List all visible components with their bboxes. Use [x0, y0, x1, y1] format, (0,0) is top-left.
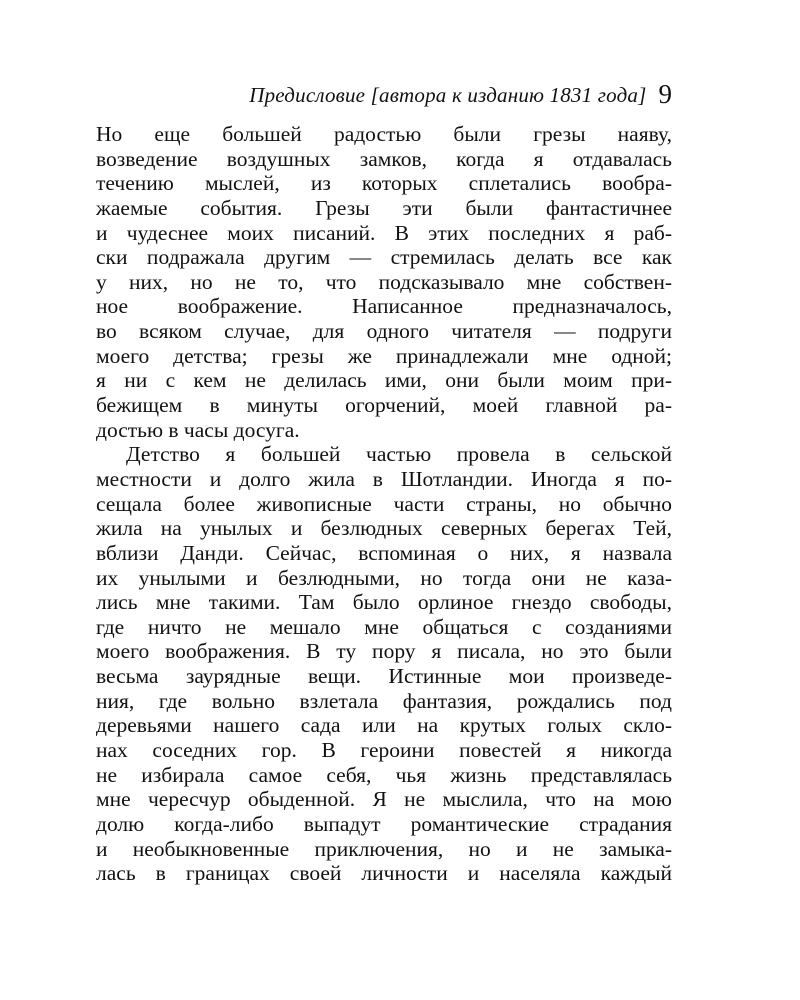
paragraph	[96, 442, 672, 886]
text-line: деревьями нашего сада или на крутых голых скло-	[96, 713, 672, 738]
text-line: где ничто не мешало мне общаться с созданиями	[96, 614, 672, 639]
text-line: возведение воздушных замков, когда я отдавалась	[96, 146, 672, 171]
text-line: Детство я большей частью провела в сельской	[126, 442, 672, 467]
text-line: ски подражала другим — стремилась делать все как	[96, 245, 672, 270]
text-line: жила на унылых и безлюдных северных берегах Тей,	[96, 516, 672, 541]
text-line: местности и долго жила в Шотландии. Иногда я по-	[96, 466, 672, 491]
text-line: ное воображение. Написанное предназначалось,	[96, 294, 672, 319]
text-line: мне чересчур обыденной. Я не мыслила, что на мою	[96, 787, 672, 812]
text-line: не избирала самое себя, чья жизнь представлялась	[96, 762, 672, 787]
text-line: моего воображения. В ту пору я писала, но это были	[96, 639, 672, 664]
text-line: долю когда-либо выпадут романтические страдания	[96, 811, 672, 836]
text-line: во всяком случае, для одного читателя — подруги	[96, 319, 672, 344]
text-line: бежищем в минуты огорчений, моей главной ра-	[96, 393, 672, 418]
text-line: я ни с кем не делилась ими, они были моим при-	[96, 368, 672, 393]
text-line: весьма заурядные вещи. Истинные мои произведе-	[96, 664, 672, 689]
text-line: у них, но не то, что подсказывало мне собствен-	[96, 269, 672, 294]
text-line: достью в часы досуга.	[96, 417, 300, 442]
text-line: ния, где вольно взлетала фантазия, рождались под	[96, 688, 672, 713]
page-number: 9	[658, 79, 672, 109]
text-line: течению мыслей, из которых сплетались вообра-	[96, 171, 672, 196]
text-line: лись мне такими. Там было орлиное гнездо свободы,	[96, 590, 672, 615]
text-line: сещала более живописные части страны, но обычно	[96, 491, 672, 516]
text-line: их унылыми и безлюдными, но тогда они не каза-	[96, 565, 672, 590]
text-line: и чудеснее моих писаний. В этих последних я раб-	[96, 220, 672, 245]
text-line: лась в границах своей личности и населяла каждый	[96, 861, 672, 886]
running-title: Предисловие [автора к изданию 1831 года]	[249, 83, 647, 107]
text-line: Но еще большей радостью были грезы наяву,	[96, 122, 672, 146]
body-text	[96, 122, 672, 886]
text-line: нах соседних гор. В героини повестей я никогда	[96, 738, 672, 763]
running-header	[96, 78, 672, 109]
paragraph	[96, 122, 672, 442]
text-line: жаемые события. Грезы эти были фантастичнее	[96, 195, 672, 220]
text-line: и необыкновенные приключения, но и не замыка-	[96, 836, 672, 861]
text-line: моего детства; грезы же принадлежали мне одной;	[96, 343, 672, 368]
text-line: вблизи Данди. Сейчас, вспоминая о них, я назвала	[96, 540, 672, 565]
